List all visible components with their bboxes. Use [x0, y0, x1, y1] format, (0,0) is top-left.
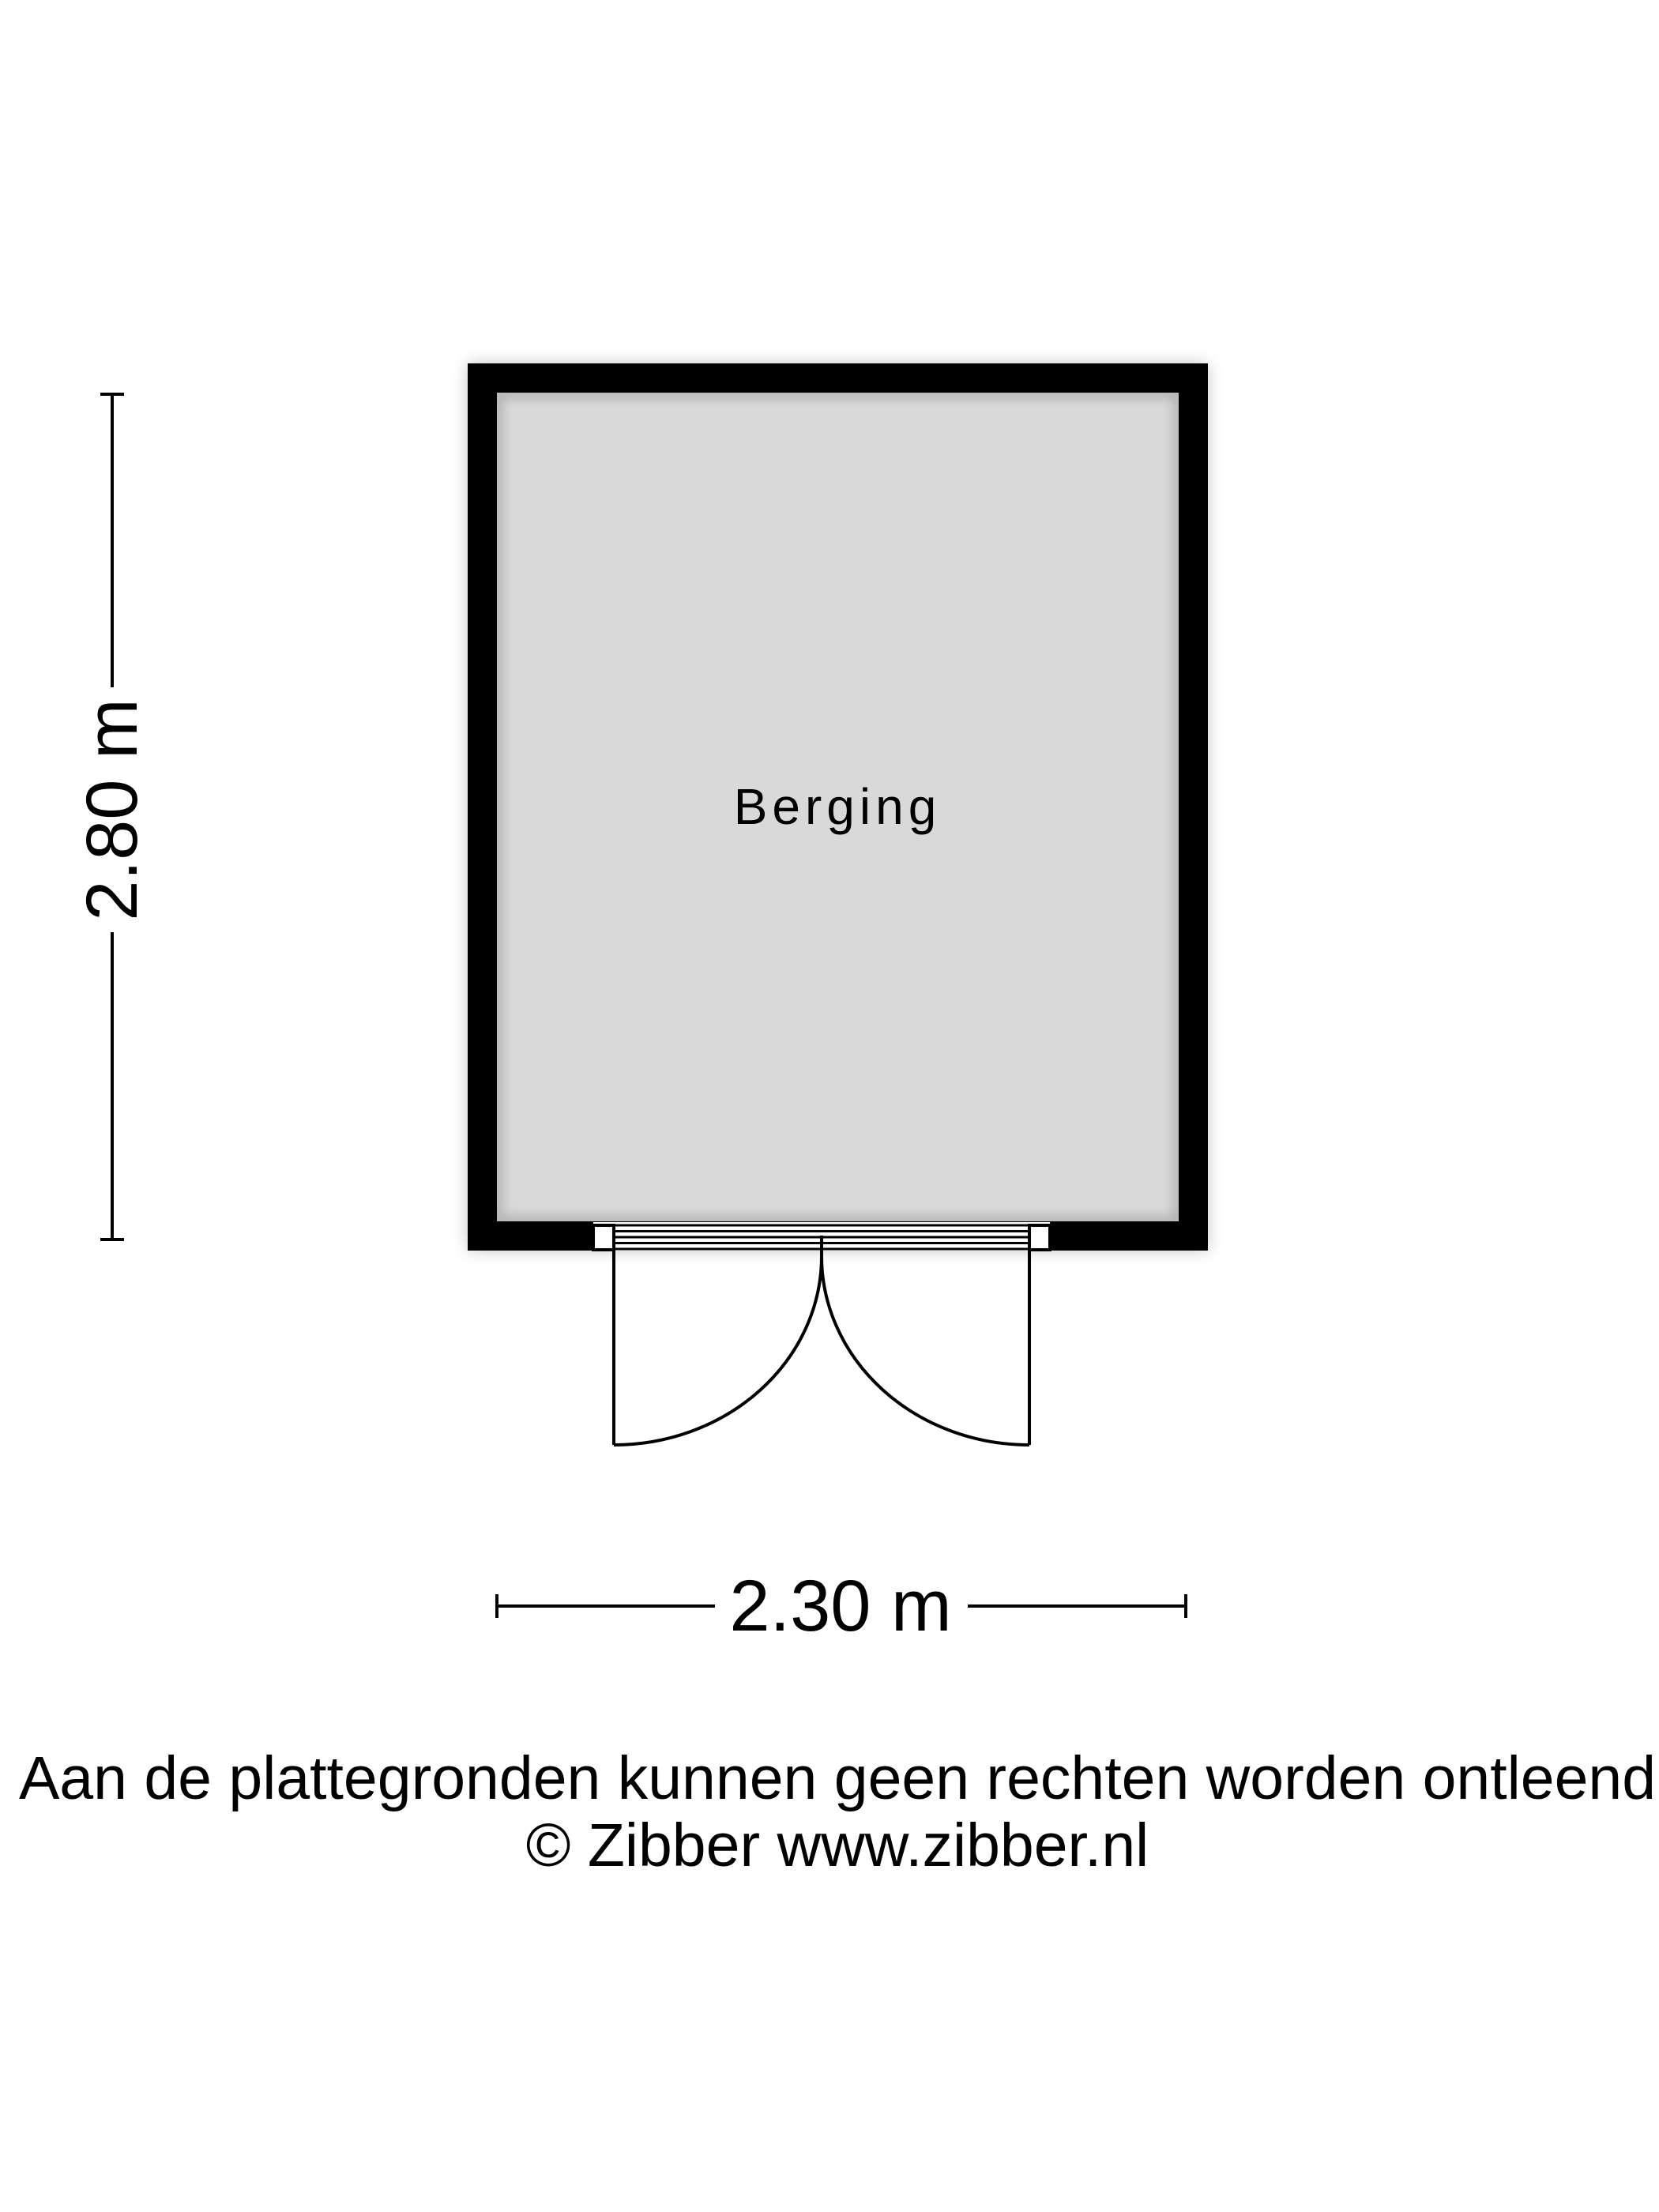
dimension-horizontal-label: 2.30 m [729, 1566, 952, 1646]
disclaimer-text: Aan de plattegronden kunnen geen rechten worden ontleend [18, 1744, 1657, 1812]
copyright-text: © Zibber www.zibber.nl [525, 1811, 1149, 1879]
dimension-vertical-label: 2.80 m [72, 698, 152, 921]
door-jamb-left [593, 1225, 614, 1250]
door-jamb-right [1029, 1225, 1050, 1250]
room-name-label: Berging [733, 778, 942, 835]
